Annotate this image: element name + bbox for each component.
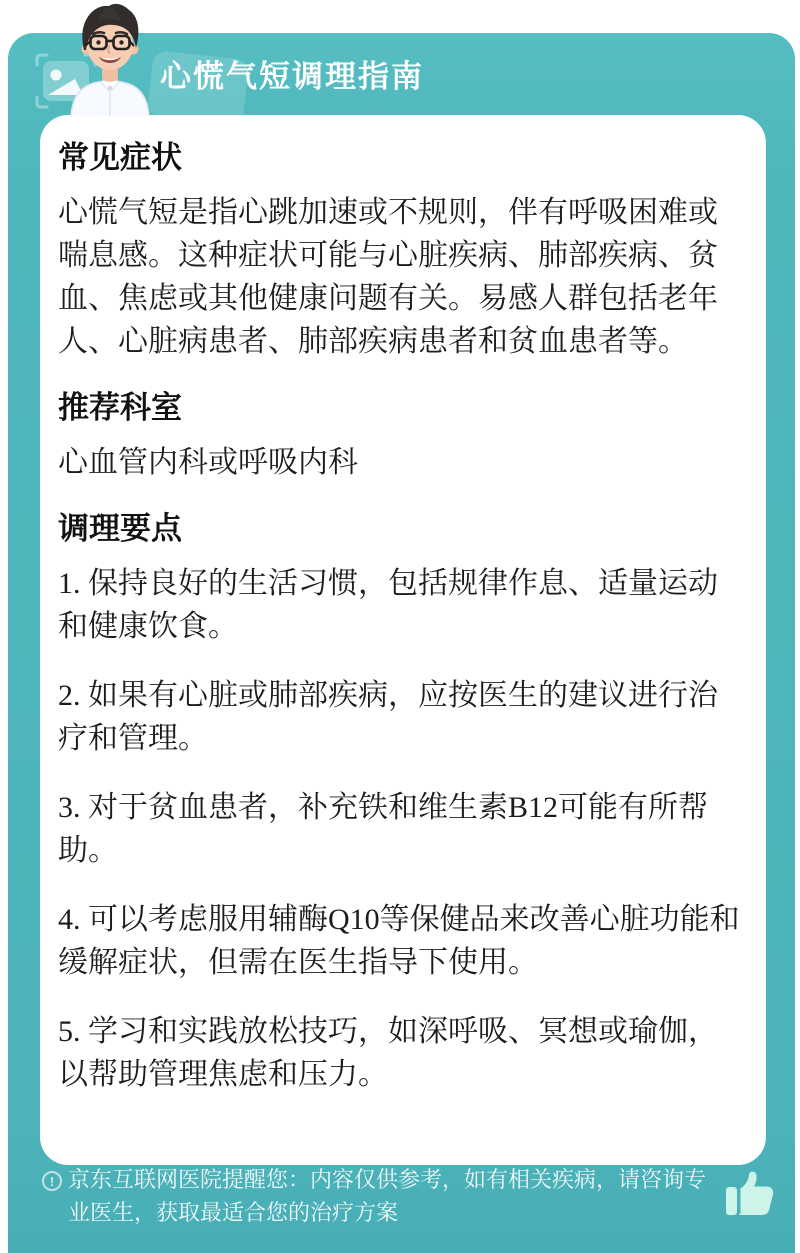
footer <box>34 1163 784 1229</box>
tip-item: 4. 可以考虑服用辅酶Q10等保健品来改善心脏功能和缓解症状，但需在医生指导下使用。 <box>58 903 740 979</box>
disclaimer-text: 京东互联网医院提醒您：内容仅供参考，如有相关疾病，请咨询专业医生，获取最适合您的治疗方案 <box>68 1167 707 1225</box>
section-heading-department: 推荐科室 <box>58 390 182 425</box>
tip-item: 5. 学习和实践放松技巧，如深呼吸、冥想或瑜伽，以帮助管理焦虑和压力。 <box>58 1015 718 1091</box>
doctor-avatar <box>63 2 157 116</box>
section-heading-tips: 调理要点 <box>58 511 182 546</box>
info-icon: ! <box>42 1171 62 1191</box>
content-card <box>40 115 766 1165</box>
tips-list <box>58 562 746 1096</box>
thumbs-up-icon[interactable] <box>722 1165 778 1219</box>
tip-item: 3. 对于贫血患者，补充铁和维生素B12可能有所帮助。 <box>58 791 709 867</box>
symptoms-paragraph: 心慌气短是指心跳加速或不规则，伴有呼吸困难或喘息感。这种症状可能与心脏疾病、肺部疾病、贫血、焦虑或其他健康问题有关。易感人群包括老年人、心脏病患者、肺部疾病患者和贫血患者等。 <box>58 196 718 358</box>
tip-item: 2. 如果有心脏或肺部疾病，应按医生的建议进行治疗和管理。 <box>58 679 718 755</box>
card-title: 心慌气短调理指南 <box>160 59 424 94</box>
tip-item: 1. 保持良好的生活习惯，包括规律作息、适量运动和健康饮食。 <box>58 567 718 643</box>
section-heading-symptoms: 常见症状 <box>58 140 182 175</box>
message-card <box>8 33 795 1253</box>
department-paragraph: 心血管内科或呼吸内科 <box>58 446 358 479</box>
